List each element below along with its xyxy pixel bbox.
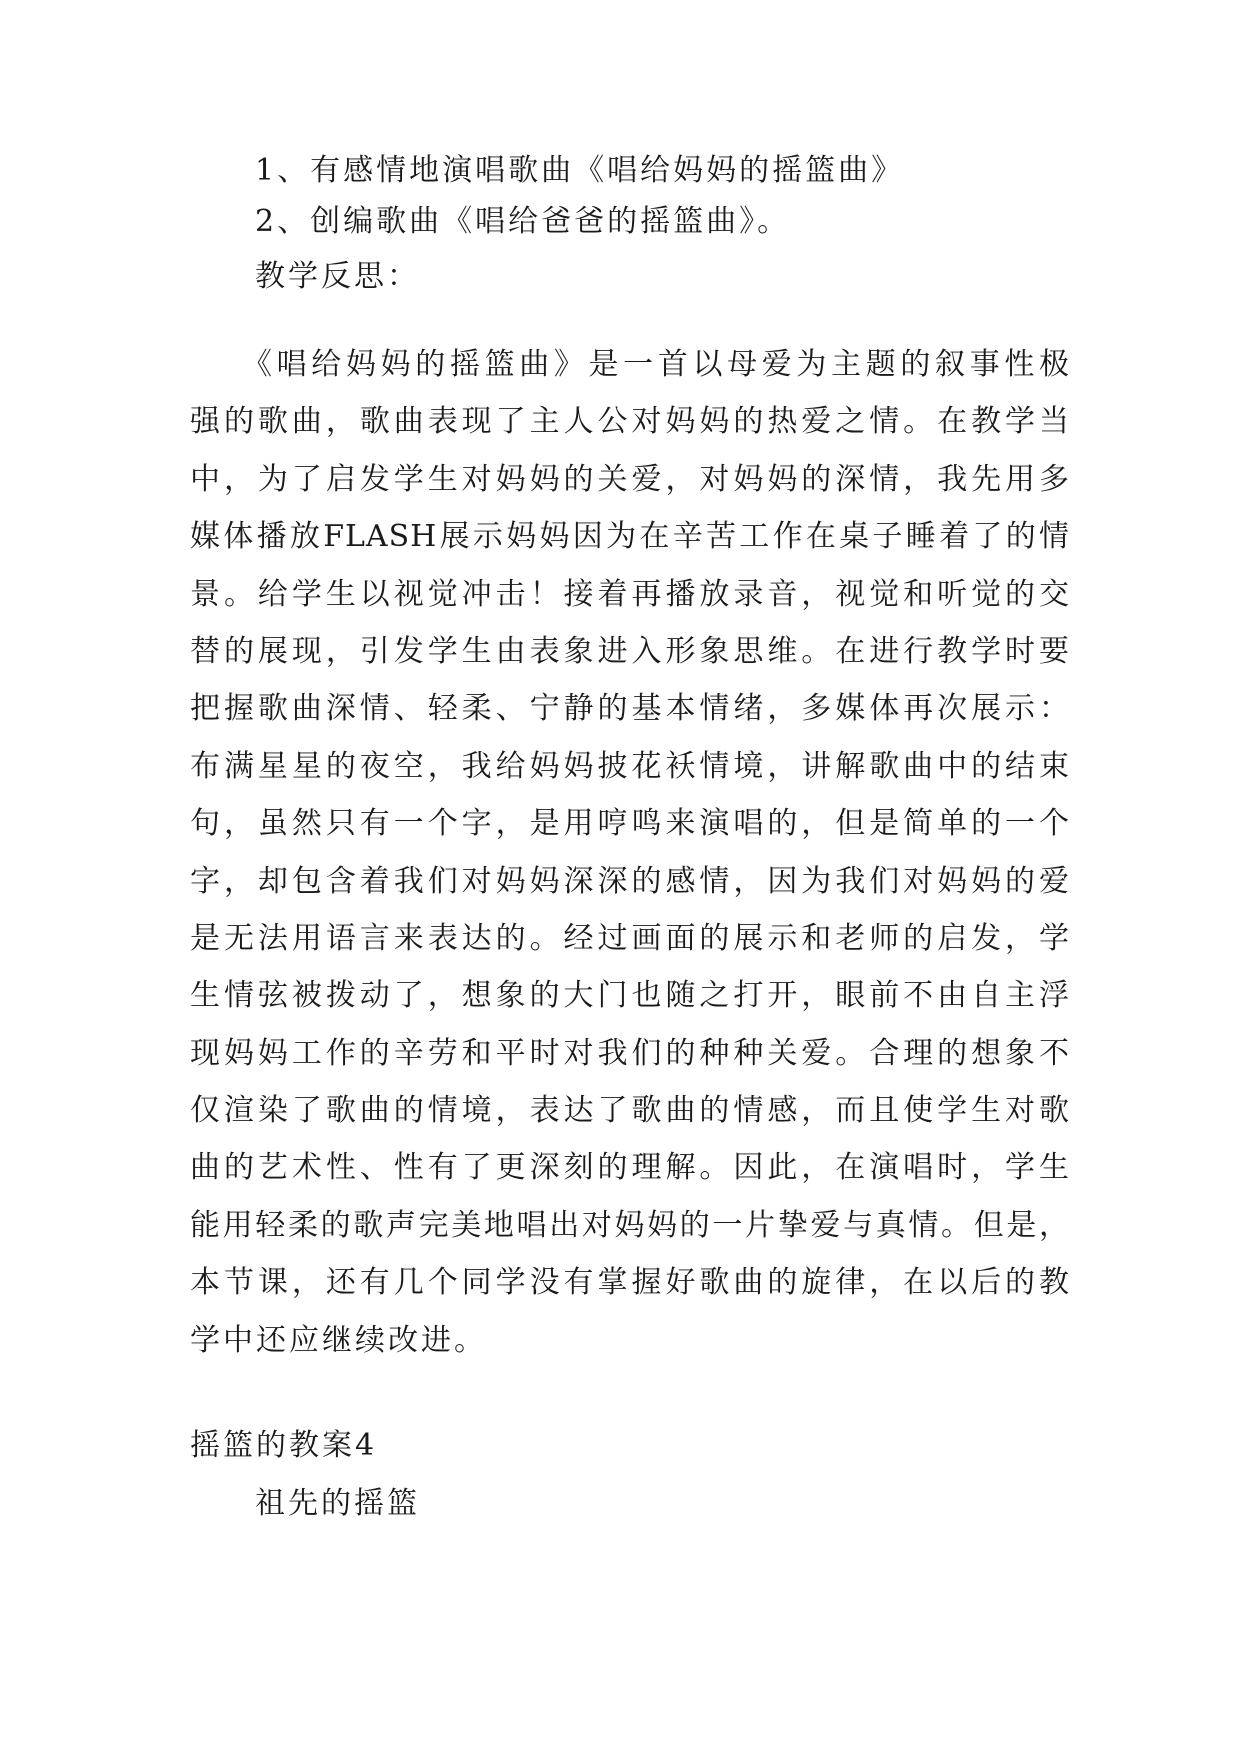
paragraph-line: 字，却包含着我们对妈妈深深的感情，因为我们对妈妈的爱 (190, 863, 1070, 899)
paragraph-line: 布满星星的夜空，我给妈妈披花袄情境，讲解歌曲中的结束 (190, 748, 1070, 784)
paragraph-line: 《唱给妈妈的摇篮曲》是一首以母爱为主题的叙事性极 (242, 347, 1070, 382)
paragraph-line: 强的歌曲，歌曲表现了主人公对妈妈的热爱之情。在教学当 (190, 404, 1070, 440)
reflection-paragraph (190, 336, 1070, 1369)
paragraph-line: 中，为了启发学生对妈妈的关爱，对妈妈的深情，我先用多 (190, 461, 1070, 497)
paragraph-line: 替的展现，引发学生由表象进入形象思维。在进行教学时要 (190, 633, 1070, 669)
paragraph-line: 是无法用语言来表达的。经过画面的展示和老师的启发，学 (190, 920, 1070, 956)
paragraph-line: 能用轻柔的歌声完美地唱出对妈妈的一片挚爱与真情。但是， (190, 1207, 1070, 1243)
paragraph-line: 媒体播放FLASH展示妈妈因为在辛苦工作在桌子睡着了的情 (190, 519, 1070, 555)
paragraph-line: 现妈妈工作的辛劳和平时对我们的种种关爱。合理的想象不 (190, 1035, 1070, 1071)
paragraph-line: 学中还应继续改进。 (190, 1322, 487, 1358)
objective-item-2: 2、创编歌曲《唱给爸爸的摇篮曲》。 (255, 204, 791, 239)
paragraph-line: 景。给学生以视觉冲击！接着再播放录音，视觉和听觉的交 (190, 576, 1070, 612)
paragraph-line: 本节课，还有几个同学没有掌握好歌曲的旋律，在以后的教 (190, 1265, 1070, 1301)
paragraph-line: 生情弦被拨动了，想象的大门也随之打开，眼前不由自主浮 (190, 978, 1070, 1014)
section-subtitle: 祖先的摇篮 (255, 1486, 420, 1521)
paragraph-line: 句，虽然只有一个字，是用哼鸣来演唱的，但是简单的一个 (190, 806, 1070, 842)
section-title: 摇篮的教案4 (190, 1428, 378, 1463)
objective-item-1: 1、有感情地演唱歌曲《唱给妈妈的摇篮曲》 (255, 153, 905, 188)
paragraph-line: 把握歌曲深情、轻柔、宁静的基本情绪，多媒体再次展示： (190, 691, 1070, 727)
paragraph-line: 曲的艺术性、性有了更深刻的理解。因此，在演唱时，学生 (190, 1150, 1070, 1186)
reflection-heading: 教学反思： (255, 259, 420, 294)
paragraph-line: 仅渲染了歌曲的情境，表达了歌曲的情感，而且使学生对歌 (190, 1093, 1070, 1129)
